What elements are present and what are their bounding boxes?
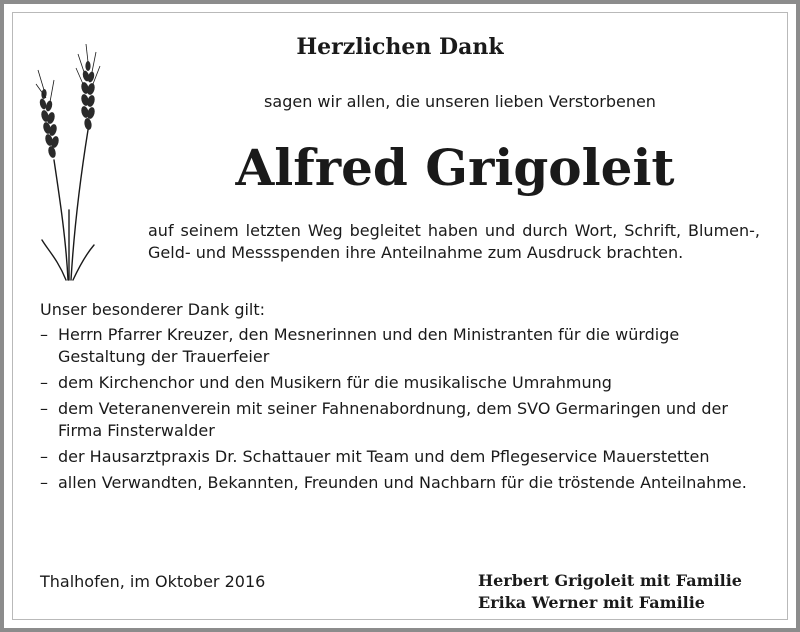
list-item-text: allen Verwandten, Bekannten, Freunden und Nachbarn für die tröstende Anteilnahme. <box>58 473 747 492</box>
thanks-intro: Unser besonderer Dank gilt: <box>40 300 266 319</box>
list-dash: – <box>40 325 48 344</box>
list-item <box>40 446 760 468</box>
intro-line: sagen wir allen, die unseren lieben Verstorbenen <box>264 92 656 111</box>
deceased-name: Alfred Grigoleit <box>235 138 675 197</box>
place-date: Thalhofen, im Oktober 2016 <box>40 572 266 591</box>
signature-line: Herbert Grigoleit mit Familie <box>478 571 742 590</box>
thanks-list <box>40 324 760 498</box>
list-item <box>40 372 760 394</box>
list-item <box>40 472 760 494</box>
list-item <box>40 324 760 368</box>
wheat-icon <box>30 40 110 285</box>
list-item-text: dem Veteranenverein mit seiner Fahnenabordnung, dem SVO Germaringen und der Firma Finsterwalder <box>58 399 728 440</box>
body-paragraph: auf seinem letzten Weg begleitet haben und durch Wort, Schrift, Blumen-, Geld- und Messspenden ihre Anteilnahme zum Ausdruck brachten. <box>148 221 760 262</box>
list-item-text: Herrn Pfarrer Kreuzer, den Mesnerinnen und den Ministranten für die würdige Gestaltung der Trauerfeier <box>58 325 680 366</box>
notice-heading: Herzlichen Dank <box>296 34 504 60</box>
list-dash: – <box>40 399 48 418</box>
list-item <box>40 398 760 442</box>
list-dash: – <box>40 373 48 392</box>
signatures <box>478 570 742 614</box>
list-dash: – <box>40 447 48 466</box>
list-item-text: der Hausarztpraxis Dr. Schattauer mit Team und dem Pflegeservice Mauerstetten <box>58 447 710 466</box>
list-item-text: dem Kirchenchor und den Musikern für die musikalische Umrahmung <box>58 373 612 392</box>
list-dash: – <box>40 473 48 492</box>
signature-line: Erika Werner mit Familie <box>478 593 705 612</box>
